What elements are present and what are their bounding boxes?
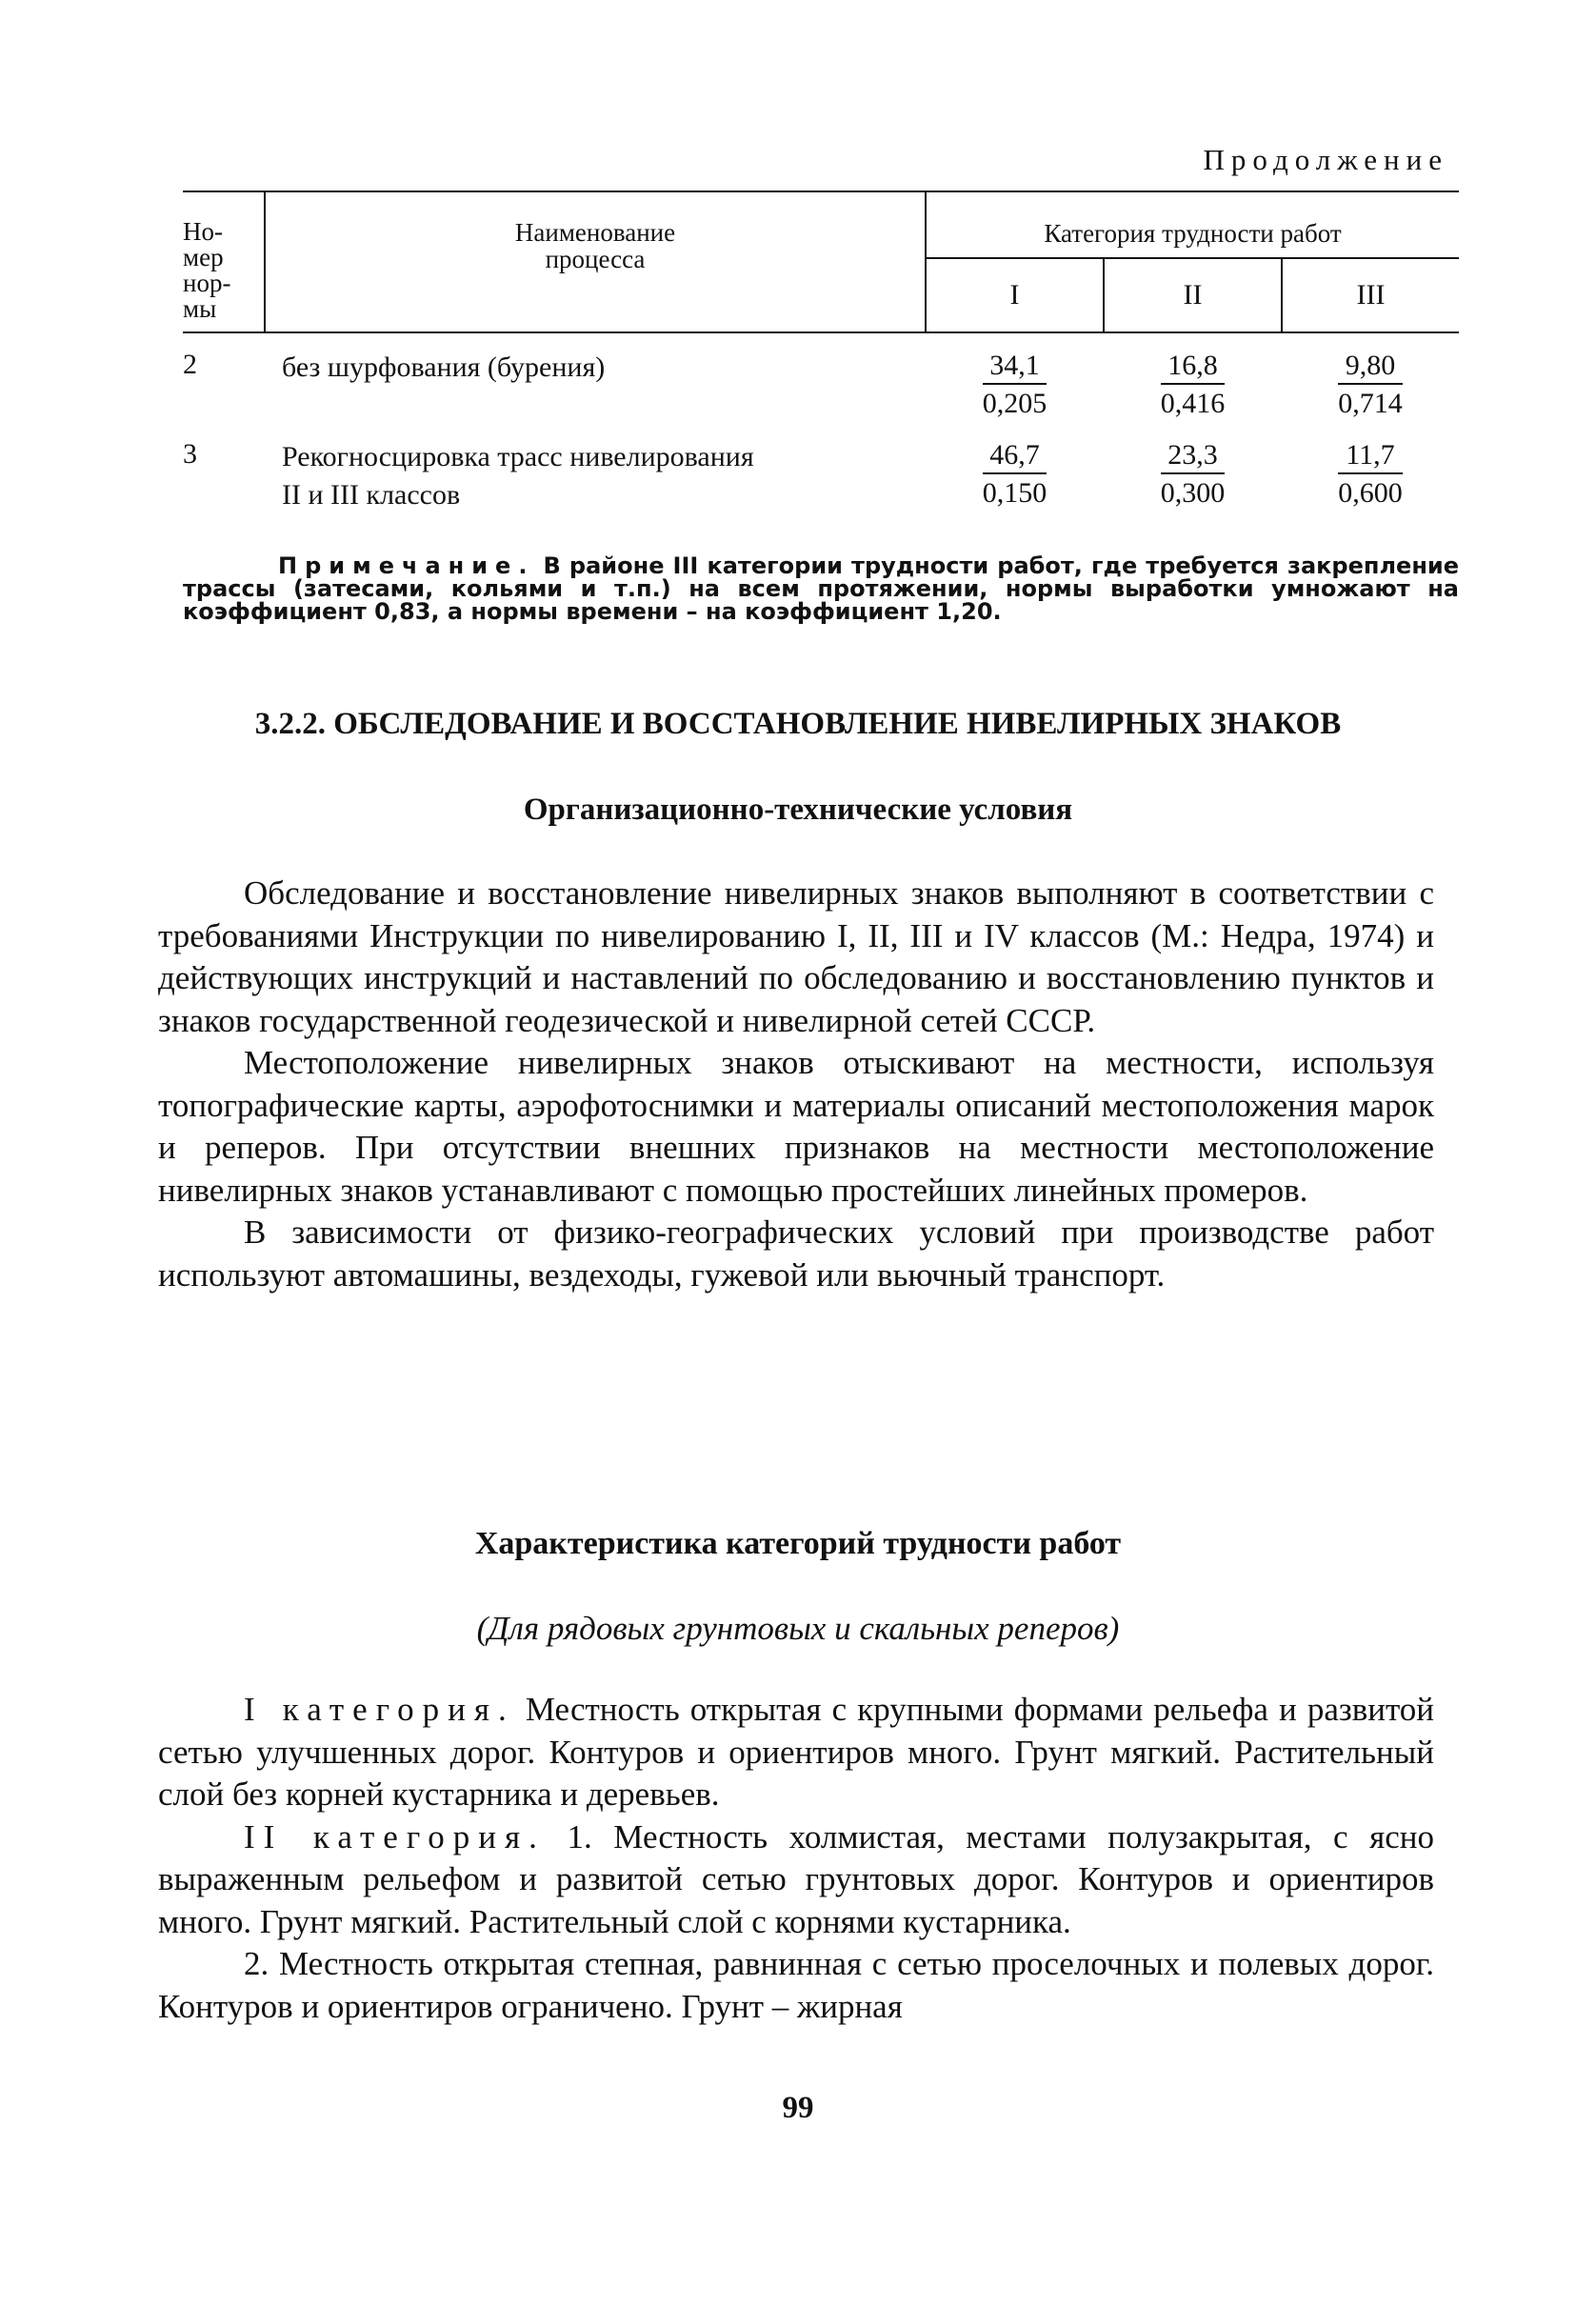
header-category: Категория трудности работ [926, 191, 1459, 258]
header-process-name: Наименование процесса [265, 191, 926, 332]
category-text: Местность открытая с крупными формами рельефа и развитой сетью улучшенных дорог. Контуров и ориентиров много. Грунт мягкий. Растительный слой без корней кустарника и деревьев. [158, 1691, 1435, 1813]
value-cell: $\frac{46,7}{0,150}$ [982, 439, 1047, 509]
page-number: 99 [782, 2091, 814, 2125]
header-cat-2: II [1104, 258, 1282, 332]
note-text: В районе III категории трудности работ, где требуется закрепление трассы (затесами, кольями и т.п.) на всем протяжении, нормы выработки умножают на коэффициент 0,83, а нормы времени – на коэффициент 1,20. [183, 552, 1459, 625]
categories-text [158, 1689, 1434, 2028]
table-row [183, 332, 1459, 423]
paragraph: Обследование и восстановление нивелирных знаков выполняют в соответствии с требованиями Инструкции по нивелированию I, II, III и IV классов (М.: Недра, 1974) и действующих инструкций и наставлений по обследованию и восстановлению пунктов и знаков государственной геодезической и нивелирной сетей СССР. [158, 874, 1434, 1039]
header-cat-3: III [1282, 258, 1459, 332]
paragraph: Местоположение нивелирных знаков отыскивают на местности, используя топографические карты, аэрофотоснимки и материалы описаний местоположения марок и реперов. При отсутствии внешних признаков на местности местоположение нивелирных знаков устанавливают с помощью простейших линейных промеров. [158, 1044, 1434, 1209]
category-label: II категория. [244, 1817, 546, 1856]
section-heading: 3.2.2. ОБСЛЕДОВАНИЕ И ВОССТАНОВЛЕНИЕ НИВЕЛИРНЫХ ЗНАКОВ [254, 707, 1342, 741]
row-number: 2 [183, 349, 197, 380]
body-text [158, 873, 1434, 1296]
note-label: Примечание. [278, 552, 535, 579]
value-cell: $\frac{23,3}{0,300}$ [1160, 439, 1226, 509]
row-process-name: без шурфования (бурения) [282, 351, 606, 383]
subheading: Организационно-технические условия [523, 792, 1073, 827]
category-paragraph [158, 1689, 1434, 1816]
row-process-name: Рекогносцировка трасс нивелирования II и III классов [282, 441, 754, 511]
header-norm-number: Но- мер нор- мы [183, 191, 265, 332]
continuation-label: Продолжение [1203, 143, 1448, 176]
row-number: 3 [183, 438, 197, 470]
table-row [183, 423, 1459, 514]
value-cell: $\frac{11,7}{0,600}$ [1338, 439, 1403, 509]
paragraph: В зависимости от физико-географических условий при производстве работ используют автомашины, вездеходы, гужевой или вьючный транспорт. [158, 1214, 1434, 1294]
category-paragraph [158, 1816, 1434, 1944]
category-label: I категория. [244, 1691, 515, 1728]
value-cell: $\frac{9,80}{0,714}$ [1338, 350, 1403, 419]
categories-heading: Характеристика категорий трудности работ [474, 1526, 1122, 1561]
categories-subheading: (Для рядовых грунтовых и скальных реперов) [476, 1610, 1120, 1647]
table-note [183, 554, 1459, 623]
value-cell: $\frac{16,8}{0,416}$ [1160, 350, 1226, 419]
header-cat-1: I [926, 258, 1104, 332]
category-text: 2. Местность открытая степная, равнинная с сетью проселочных и полевых дорог. Контуров и ориентиров ограничено. Грунт – жирная [158, 1945, 1434, 2025]
norms-table [183, 191, 1459, 514]
category-text: 1. Местность холмистая, местами полузакрытая, с ясно выраженным рельефом и развитой сетью грунтовых дорог. Контуров и ориентиров много. Грунт мягкий. Растительный слой с корнями кустарника. [158, 1817, 1435, 1940]
category-paragraph [158, 1943, 1434, 2028]
value-cell: $\frac{34,1}{0,205}$ [982, 350, 1047, 419]
